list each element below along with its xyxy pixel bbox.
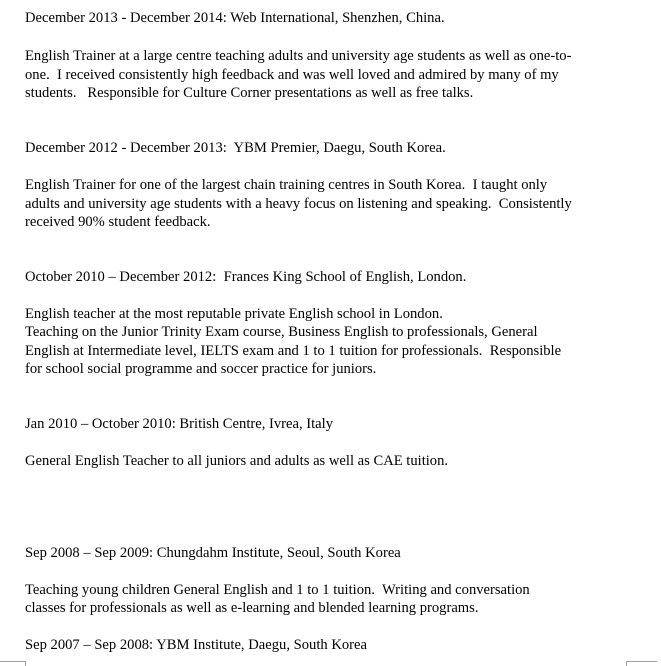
entry-body-line: English Trainer at a large centre teaching adults and university age students as well as one-to- — [25, 48, 572, 64]
entry-heading: December 2012 - December 2013: YBM Premier, Daegu, South Korea. — [25, 140, 446, 156]
entry-body-line: for school social programme and soccer practice for juniors. — [25, 361, 377, 377]
entry-heading: October 2010 – December 2012: Frances King School of English, London. — [25, 269, 467, 285]
entry-body-line: one. I received consistently high feedback and was well loved and admired by many of my — [25, 67, 559, 83]
entry-body-line: English Trainer for one of the largest chain training centres in South Korea. I taught only — [25, 177, 548, 193]
entry-body-line: Teaching on the Junior Trinity Exam course, Business English to professionals, General — [25, 324, 538, 340]
entry-body-line: students. Responsible for Culture Corner presentations as well as free talks. — [25, 85, 474, 101]
entry-body-line: General English Teacher to all juniors and adults as well as CAE tuition. — [25, 453, 449, 469]
entry-body-line: received 90% student feedback. — [25, 214, 211, 230]
entry-body-line: adults and university age students with a heavy focus on listening and speaking. Consistently — [25, 196, 572, 212]
entry-body-line: Teaching young children General English and 1 to 1 tuition. Writing and conversation — [25, 582, 530, 598]
entry-heading: December 2013 - December 2014: Web International, Shenzhen, China. — [25, 10, 445, 26]
entry-body-line: English teacher at the most reputable private English school in London. — [25, 306, 443, 322]
entry-body-line: English at Intermediate level, IELTS exam and 1 to 1 tuition for professionals. Responsible — [25, 343, 562, 359]
page-margin-corner-mark — [0, 661, 26, 666]
entry-heading: Sep 2008 – Sep 2009: Chungdahm Institute, Seoul, South Korea — [25, 545, 401, 561]
entry-body-line: classes for professionals as well as e-learning and blended learning programs. — [25, 600, 479, 616]
entry-heading: Sep 2007 – Sep 2008: YBM Institute, Daegu, South Korea — [25, 637, 367, 653]
page-margin-corner-mark — [626, 661, 657, 666]
entry-heading: Jan 2010 – October 2010: British Centre, Ivrea, Italy — [25, 416, 334, 432]
